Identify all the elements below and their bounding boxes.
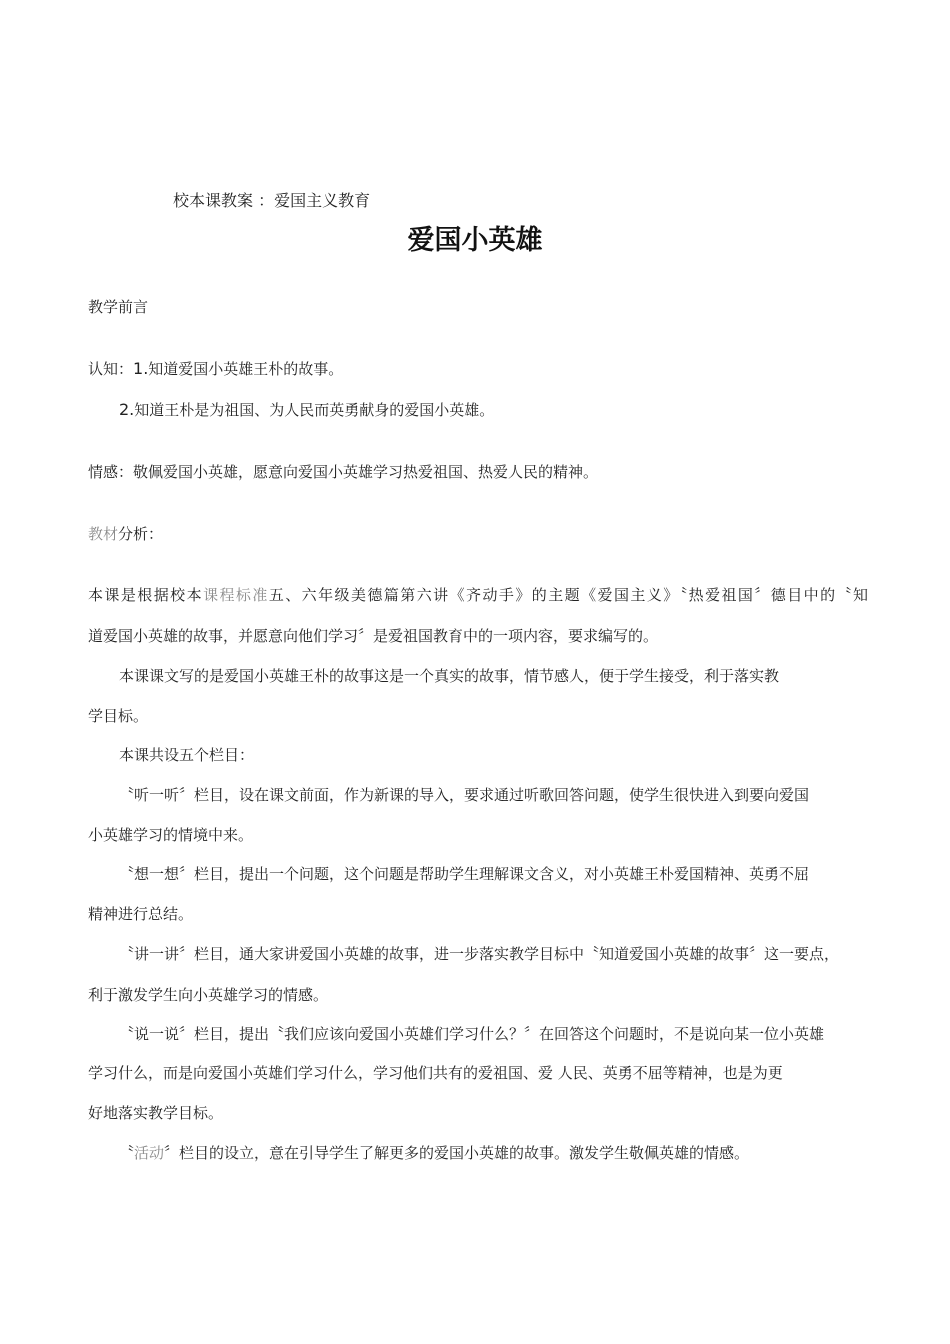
preface-heading: 教学前言	[88, 298, 149, 316]
paragraph-5-line-2: 精神进行总结。	[88, 905, 194, 923]
paragraph-1-line-2: 道爱国小英雄的故事，并愿意向他们学习〞是爱祖国教育中的一项内容，要求编写的。	[88, 627, 659, 645]
paragraph-7-line-1: 〝说一说〞栏目，提出〝我们应该向爱国小英雄们学习什么？〞在回答这个问题时，不是说向某一位小英雄	[119, 1025, 825, 1043]
analysis-label-b: 分析：	[118, 525, 164, 543]
p8-text-a: 〝	[119, 1144, 135, 1162]
p8-text-c: 〞栏目的设立，意在引导学生了解更多的爱国小英雄的故事。激发学生敬佩英雄的情感。	[164, 1144, 750, 1162]
paragraph-3: 本课共设五个栏目：	[119, 746, 255, 764]
document-title: 爱国小英雄	[407, 225, 543, 256]
document-subtitle: 校本课教案 ：爱国主义教育	[173, 191, 371, 210]
cognition-label: 认知：	[88, 360, 134, 378]
paragraph-4-line-2: 小英雄学习的情境中来。	[88, 826, 254, 844]
emotion-line: 情感：敬佩爱国小英雄，愿意向爱国小英雄学习热爱祖国、热爱人民的精神。	[88, 463, 599, 481]
cognition-1-number: 1.	[133, 359, 149, 378]
p1-text-a: 本课是根据校本	[88, 586, 204, 604]
p1-text-b: 课程标准	[203, 586, 269, 604]
paragraph-8	[119, 1143, 899, 1163]
paragraph-6-line-2: 利于激发学生向小英雄学习的情感。	[88, 986, 329, 1004]
cognition-item-2	[119, 400, 899, 420]
paragraph-5-line-1: 〝想一想〞栏目，提出一个问题，这个问题是帮助学生理解课文含义，对小英雄王朴爱国精神、英勇不屈	[119, 865, 810, 883]
paragraph-7-line-3: 好地落实教学目标。	[88, 1104, 224, 1122]
cognition-2-number: 2.	[119, 400, 135, 419]
paragraph-2-line-1: 本课课文写的是爱国小英雄王朴的故事这是一个真实的故事，情节感人，便于学生接受，利于落实教	[119, 667, 780, 685]
cognition-2-text: 知道王朴是为祖国、为人民而英勇献身的爱国小英雄。	[134, 401, 495, 419]
paragraph-1-line-1	[88, 585, 868, 605]
cognition-1-text: 知道爱国小英雄王朴的故事。	[148, 360, 344, 378]
p1-text-c: 五、六年级美德篇第六讲《齐动手》的主题《爱国主义》〝热爱祖国〞德目中的〝知	[268, 586, 868, 604]
p8-text-b: 活动	[134, 1144, 165, 1162]
paragraph-4-line-1: 〝听一听〞栏目，设在课文前面，作为新课的导入，要求通过听歌回答问题，使学生很快进入到要向爱国	[119, 786, 810, 804]
paragraph-2-line-2: 学目标。	[88, 707, 149, 725]
paragraph-6-line-1: 〝讲一讲〞栏目，通大家讲爱国小英雄的故事，进一步落实教学目标中〝知道爱国小英雄的故事〞这一要点，	[119, 945, 840, 963]
cognition-item-1	[88, 359, 868, 379]
analysis-label-a: 教材	[88, 525, 119, 543]
analysis-heading	[88, 524, 868, 544]
paragraph-7-line-2: 学习什么，而是向爱国小英雄们学习什么，学习他们共有的爱祖国、爱 人民、英勇不屈等精神，也是为更	[88, 1064, 783, 1082]
